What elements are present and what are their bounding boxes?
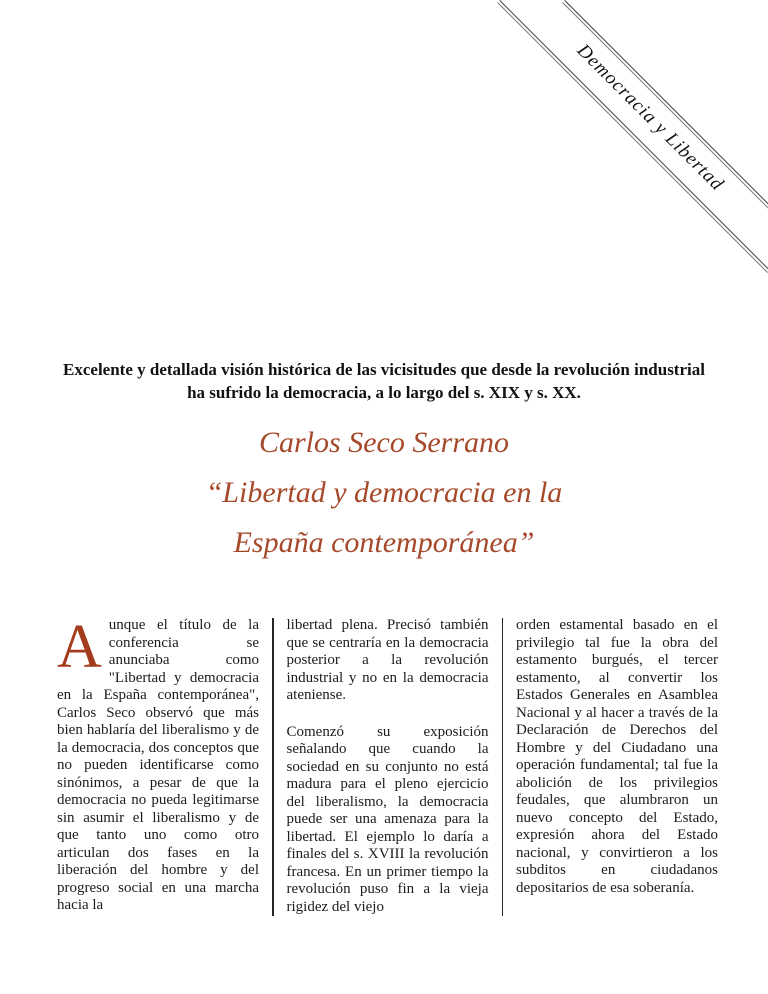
article-title-line-2: “Libertad y democracia en la <box>205 476 563 509</box>
article-body <box>57 613 718 916</box>
paragraph: libertad plena. Precisó también que se centraría en la democracia posterior a la revolución industrial y no en la democracia ateniense. <box>286 617 489 703</box>
drop-cap: A <box>57 613 102 681</box>
paragraph: Comenzó su exposición señalando que cuando la sociedad en su conjunto no está madura para el pleno ejercicio del liberalismo, la democracia puede ser una amenaza para la libertad. El ejemplo lo daría a finales del s. XVIII la revolución francesa. En un primer tiempo la revolución puso fin a la vieja rigidez del viejo <box>286 723 489 915</box>
paragraph: orden estamental basado en el privilegio tal fue la obra del estamento burgués, el tercer estamento, al convertir los Estados Generales en Asamblea Nacional y al hacer a través de la Declaración de Derechos del Hombre y del Ciudadano una operación fundamental; tal fue la abolición de los privilegios feudales, que alumbraron un nuevo concepto del Estado, expresión ahora del Estado nacional, y convirtieron a los subditos en ciudadanos depositarios de esa soberanía. <box>516 617 718 896</box>
article-summary: Excelente y detallada visión histórica de las vicisitudes que desde la revolución industrial ha sufrido la democracia, a lo largo del s. XIX y s. XX. <box>63 360 705 402</box>
column-divider-2 <box>502 618 504 916</box>
column-2 <box>287 617 489 916</box>
banner-outer-rule <box>497 0 768 273</box>
section-banner-title: Democracia y Libertad <box>572 40 728 196</box>
column-divider-1 <box>272 618 274 916</box>
article-title-line-1: Carlos Seco Serrano <box>259 426 509 459</box>
article-title-line-3: España contemporánea” <box>233 526 535 559</box>
article-title <box>0 418 768 568</box>
column-3 <box>516 617 718 916</box>
paragraph <box>57 613 259 915</box>
paragraph-text: unque el título de la conferencia se anunciaba como "Libertad y democracia en la España contemporánea", Carlos Seco observó que más bien hablaría del liberalismo y de la democracia, dos conceptos que no pueden identificarse como sinónimos, a pesar de que la democracia no pueda legitimarse sin asumir el liberalismo y de que tanto uno como otro articulan dos fases en la liberación del hombre y del progreso social en una marcha hacia la <box>57 617 259 913</box>
column-1 <box>57 613 259 916</box>
